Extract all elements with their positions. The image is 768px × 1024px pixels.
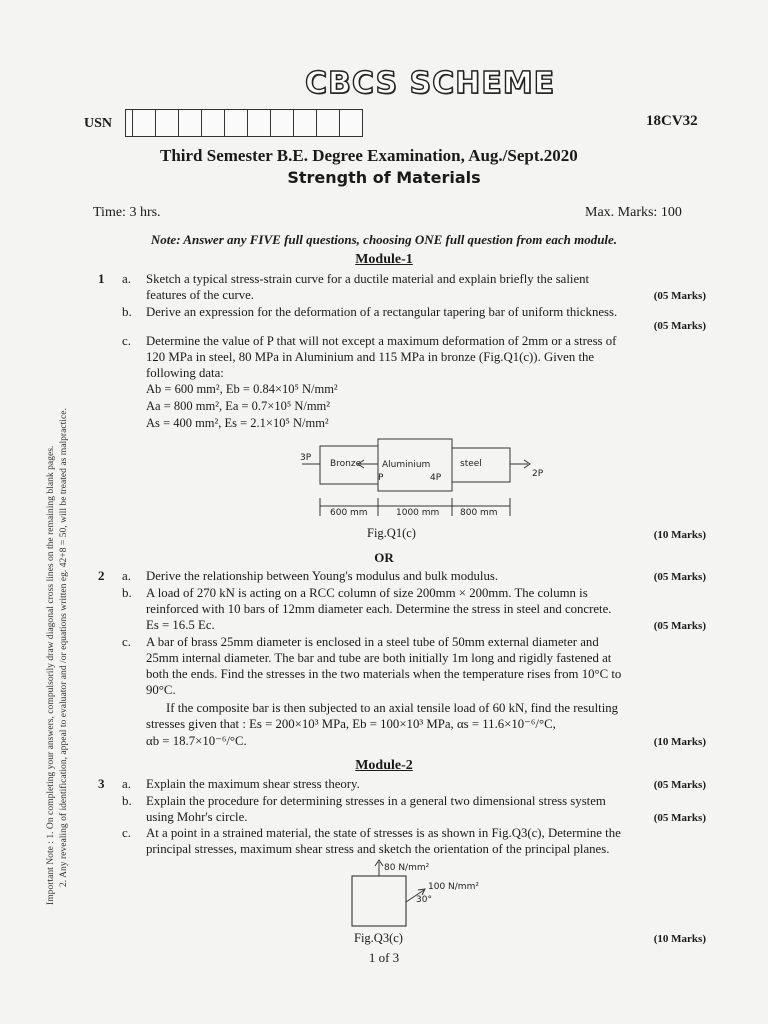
stress-element xyxy=(352,876,406,926)
question-text: Derive an expression for the deformation of a rectangular tapering bar of uniform thickness. xyxy=(146,305,618,319)
given-data: As = 400 mm², Es = 2.1×10⁵ N/mm² xyxy=(146,416,329,430)
question-text: stresses given that : Es = 200×10³ MPa, Eb = 100×10³ MPa, αs = 11.6×10⁻⁶/°C, xyxy=(146,717,556,731)
question-text: reinforced with 10 bars of 12mm diameter each. Determine the stress in steel and concrete. xyxy=(146,602,612,616)
marks: (05 Marks) xyxy=(653,571,706,583)
bronze-label: Bronze xyxy=(330,459,362,469)
load-label-left: 3P xyxy=(300,453,312,463)
question-text: using Mohr's circle. xyxy=(146,810,248,824)
figure-label: Fig.Q1(c) xyxy=(367,526,416,540)
top-stress-label: 80 N/mm² xyxy=(384,863,430,873)
question-text: Derive the relationship between Young's modulus and bulk modulus. xyxy=(146,569,499,583)
length-label-1: 600 mm xyxy=(330,508,368,518)
usn-box xyxy=(270,109,294,137)
given-data: Aa = 800 mm², Ea = 0.7×10⁵ N/mm² xyxy=(146,399,331,413)
usn-box xyxy=(247,109,271,137)
load-label-mid2: 4P xyxy=(430,473,442,483)
sub-label: a. xyxy=(122,776,132,791)
marks: (05 Marks) xyxy=(653,290,706,302)
figure-label: Fig.Q3(c) xyxy=(354,931,403,945)
sub-label: c. xyxy=(122,634,132,649)
angle-label: 30° xyxy=(416,895,432,905)
sub-label: a. xyxy=(122,271,132,286)
sub-label: a. xyxy=(122,568,132,583)
marks: (10 Marks) xyxy=(653,529,706,541)
usn-box xyxy=(224,109,248,137)
usn-label: USN xyxy=(84,116,113,131)
sub-label: b. xyxy=(122,585,132,600)
marks: (05 Marks) xyxy=(653,620,706,632)
sub-label: c. xyxy=(122,825,132,840)
instruction-note: Note: Answer any FIVE full questions, choosing ONE full question from each module. xyxy=(150,232,618,247)
exam-time: Time: 3 hrs. xyxy=(93,205,161,220)
question-text: A load of 270 kN is acting on a RCC column of size 200mm × 200mm. The column is xyxy=(146,586,588,600)
question-text: 90°C. xyxy=(146,683,176,697)
marks: (10 Marks) xyxy=(653,933,706,945)
sub-label: b. xyxy=(122,304,132,319)
question-number: 1 xyxy=(98,271,105,286)
question-text: Es = 16.5 Ec. xyxy=(146,618,215,632)
length-label-3: 800 mm xyxy=(460,508,498,518)
sub-label: b. xyxy=(122,793,132,808)
usn-box xyxy=(316,109,340,137)
question-number: 3 xyxy=(98,776,105,791)
load-label-right: 2P xyxy=(532,469,544,479)
load-label-mid1: P xyxy=(378,473,384,483)
or-separator: OR xyxy=(374,550,394,565)
question-text: following data: xyxy=(146,366,224,380)
question-text: Determine the value of P that will not except a maximum deformation of 2mm or a stress of xyxy=(146,334,617,348)
marks: (10 Marks) xyxy=(653,736,706,748)
usn-box xyxy=(339,109,363,137)
given-data: Ab = 600 mm², Eb = 0.84×10⁵ N/mm² xyxy=(146,382,338,396)
figure-q1c xyxy=(296,436,576,524)
usn-boxes xyxy=(126,109,363,137)
marks: (05 Marks) xyxy=(653,320,706,332)
question-text: αb = 18.7×10⁻⁶/°C. xyxy=(146,734,247,748)
page-number: 1 of 3 xyxy=(368,950,400,965)
question-number: 2 xyxy=(98,568,105,583)
course-code: 18CV32 xyxy=(646,113,698,129)
usn-box xyxy=(201,109,225,137)
steel-label: steel xyxy=(460,459,482,469)
question-text: Sketch a typical stress-strain curve for a ductile material and explain briefly the salient xyxy=(146,272,590,286)
aluminium-label: Aluminium xyxy=(382,460,431,470)
question-text: Explain the procedure for determining stresses in a general two dimensional stress system xyxy=(146,794,606,808)
scheme-logo: CBCS SCHEME xyxy=(305,66,556,101)
subject-title: Strength of Materials xyxy=(287,168,481,187)
exam-title: Third Semester B.E. Degree Examination, Aug./Sept.2020 xyxy=(160,146,578,165)
question-text: A bar of brass 25mm diameter is enclosed in a steel tube of 50mm external diameter and xyxy=(146,635,599,649)
usn-box xyxy=(155,109,179,137)
length-label-2: 1000 mm xyxy=(396,508,440,518)
question-text: At a point in a strained material, the state of stresses is as shown in Fig.Q3(c), Determine the xyxy=(146,826,621,840)
question-text: 120 MPa in steel, 80 MPa in Aluminium and 115 MPa in bronze (Fig.Q1(c)). Given the xyxy=(146,350,595,364)
question-text: 25mm internal diameter. The bar and tube are both initially 1m long and rigidly fastened at xyxy=(146,651,612,665)
sub-label: c. xyxy=(122,333,132,348)
usn-box xyxy=(178,109,202,137)
usn-box xyxy=(293,109,317,137)
question-text: If the composite bar is then subjected to an axial tensile load of 60 kN, find the resulting xyxy=(166,701,619,715)
marks: (05 Marks) xyxy=(653,779,706,791)
marks: (05 Marks) xyxy=(653,812,706,824)
question-text: both the ends. Find the stresses in the two materials when the temperature rises from 10°C to xyxy=(146,667,622,681)
side-important-note xyxy=(44,245,70,905)
side-stress-label: 100 N/mm² xyxy=(428,882,479,892)
usn-box xyxy=(132,109,156,137)
max-marks: Max. Marks: 100 xyxy=(585,205,682,220)
side-note-line1: Important Note : 1. On completing your answers, compulsorily draw diagonal cross lines on the remaining blank pages. xyxy=(45,445,56,905)
question-text: Explain the maximum shear stress theory. xyxy=(146,777,360,791)
module-1-heading: Module-1 xyxy=(355,252,413,267)
question-text: principal stresses, maximum shear stress and sketch the orientation of the principal planes. xyxy=(146,842,610,856)
figure-q3c xyxy=(340,858,540,930)
module-2-heading: Module-2 xyxy=(355,758,413,773)
side-note-line2: 2. Any revealing of identification, appeal to evaluator and /or equations written eg. 42+8 = 50, will be treated as malpractice. xyxy=(58,408,69,887)
question-text: features of the curve. xyxy=(146,288,255,302)
